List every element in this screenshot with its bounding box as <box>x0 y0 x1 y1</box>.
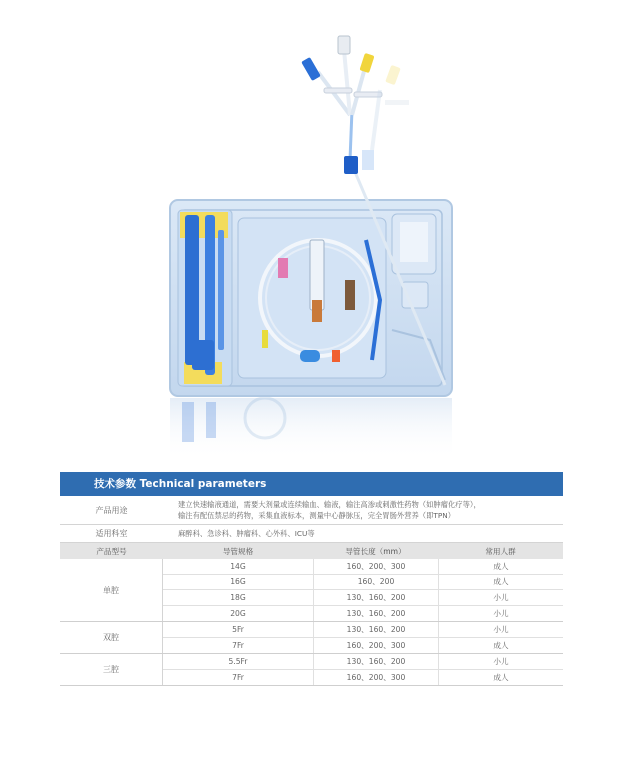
department-value: 麻醉科、急诊科、肿瘤科、心外科、ICU等 <box>178 529 315 538</box>
table-group-double <box>60 622 563 654</box>
table-header <box>60 543 563 559</box>
population-cell: 小儿 <box>438 622 563 637</box>
header-spec: 导管规格 <box>222 546 254 556</box>
table-row <box>163 575 563 591</box>
length-cell: 130、160、200 <box>313 622 438 637</box>
spec-cell: 16G <box>230 577 246 587</box>
lumen-yellow <box>352 64 366 115</box>
spec-cell: 5Fr <box>232 624 244 634</box>
model-label: 双腔 <box>60 622 163 653</box>
usage-row <box>60 496 563 525</box>
usage-value <box>163 496 563 524</box>
table-row <box>163 606 563 622</box>
spec-cell: 18G <box>230 592 246 602</box>
population-cell: 成人 <box>438 559 563 574</box>
spec-cell: 7Fr <box>232 640 244 650</box>
table-group-single <box>60 559 563 622</box>
department-row <box>60 525 563 543</box>
population-cell: 小儿 <box>438 606 563 622</box>
table-row <box>163 622 563 638</box>
population-cell: 成人 <box>438 575 563 590</box>
table-row <box>163 670 563 686</box>
usage-line: 输注有配伍禁忌的药物，采集血液标本，测量中心静脉压，完全胃肠外营养（即TPN） <box>178 511 456 520</box>
spec-cell: 7Fr <box>232 672 244 682</box>
population-cell: 成人 <box>438 638 563 654</box>
model-label: 三腔 <box>60 654 163 685</box>
population-cell: 小儿 <box>438 654 563 669</box>
length-cell: 160、200、300 <box>313 670 438 686</box>
spec-cell: 5.5Fr <box>228 656 248 666</box>
usage-line: 建立快速输液通道，需要大剂量或连续输血、输液，输注高渗或刺激性药物（如肿瘤化疗等）， <box>178 500 481 509</box>
model-label: 单腔 <box>60 559 163 621</box>
usage-label: 产品用途 <box>95 505 128 515</box>
department-label: 适用科室 <box>95 529 128 538</box>
header-model: 产品型号 <box>96 546 127 556</box>
section-title: 技术参数 Technical parameters <box>60 472 563 496</box>
table-row <box>163 654 563 670</box>
syringe <box>310 240 324 310</box>
table-row <box>163 590 563 606</box>
technical-parameters <box>60 472 563 686</box>
spec-cell: 14G <box>230 561 246 571</box>
header-length: 导管长度（mm） <box>345 546 406 556</box>
population-cell: 小儿 <box>438 590 563 605</box>
spec-cell: 20G <box>230 608 246 618</box>
length-cell: 130、160、200 <box>313 606 438 622</box>
length-cell: 130、160、200 <box>313 654 438 669</box>
table-row <box>163 559 563 575</box>
header-population: 常用人群 <box>485 546 516 556</box>
table-group-triple <box>60 654 563 686</box>
length-cell: 160、200、300 <box>313 559 438 574</box>
length-cell: 130、160、200 <box>313 590 438 605</box>
population-cell: 成人 <box>438 670 563 686</box>
length-cell: 160、200、300 <box>313 638 438 654</box>
length-cell: 160、200 <box>313 575 438 590</box>
table-row <box>163 638 563 654</box>
